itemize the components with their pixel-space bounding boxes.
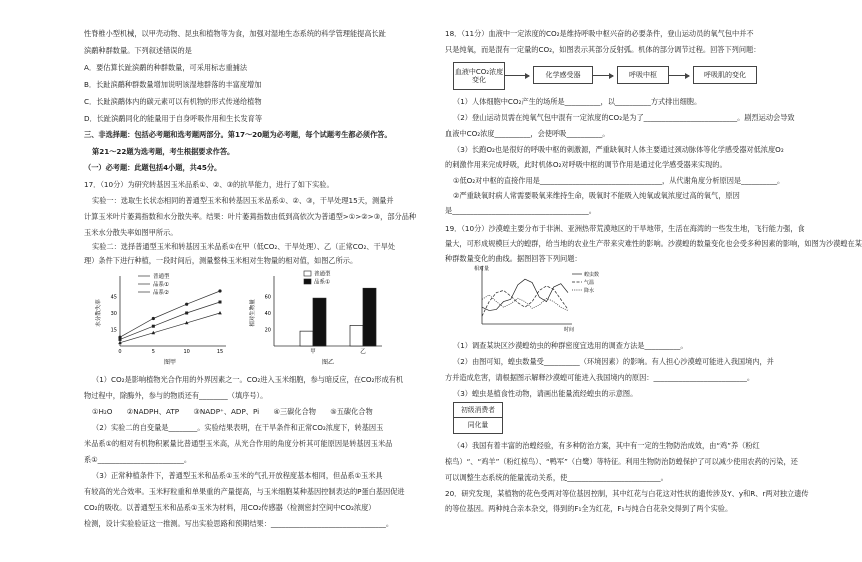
figure-c-locust-chart	[470, 262, 610, 334]
flow-arrow	[669, 75, 689, 76]
section-subheading: （一）必考题：此题包括4小题，共45分。	[84, 163, 222, 172]
x-tick-label: 10	[183, 349, 190, 355]
energy-box	[453, 402, 503, 434]
text-line: 理）条件下进行种植，一段时间后，测量整株玉米相对生物量的相对值，如图乙所示。	[84, 256, 358, 265]
energy-box-line: 初级消费者	[454, 403, 502, 418]
data-point	[218, 311, 222, 314]
text-line: 实验一：选取生长状态相同的普通型玉米和转基因玉米品系①、②、③，干旱处理15天，测量并	[92, 196, 394, 205]
legend-label: 品系①	[314, 279, 330, 286]
option-a: A．要估算长趾滨鹬的种群数量，可采用标志重捕法	[84, 63, 248, 72]
text-line: 方并造成危害，请根据图示解释沙漠蝗可能进入我国境内的原因：__________________________。	[445, 373, 755, 382]
text-line: 检测，设计实验验证这一推测。写出实验思路和预期结果：________________________________。	[84, 519, 394, 528]
question-18-head: 18．（11分）血液中一定浓度的CO₂是维持呼吸中枢兴奋的必要条件，登山运动员的氧气包中并不	[445, 29, 754, 38]
legend-label: 蝗虫数	[584, 272, 600, 278]
data-point	[185, 312, 188, 315]
bar	[313, 298, 326, 346]
text-line: 计算玉米叶片萎蔫指数和水分散失率。结果：叶片萎蔫指数由低到高依次为普通型>①>②>③，部分品种	[84, 212, 417, 221]
y-axis-label: 水分散失率	[96, 299, 102, 327]
bar	[350, 325, 363, 346]
text-line: （2）登山运动员需在纯氧气包中混有一定浓度的CO₂是为了__________________________。剧烈运动会导致	[453, 113, 795, 122]
text-line: （3）蝗虫是植食性动物，请画出能量流经蝗虫的示意图。	[453, 389, 638, 398]
data-point	[152, 317, 155, 320]
flow-box-center	[617, 66, 669, 84]
data-point	[119, 338, 122, 341]
legend-swatch	[304, 271, 311, 276]
series-line-1	[120, 291, 220, 337]
category-label: 乙	[360, 349, 366, 355]
x-tick-label: 5	[151, 349, 155, 355]
text-line: 系①________________________。	[84, 455, 192, 464]
text-line: （3）正常种植条件下，普通型玉米和品系①玉米的气孔开放程度基本相同，但品系①玉米具	[92, 471, 383, 480]
series-line-2	[120, 302, 220, 339]
flow-box-co2	[453, 62, 505, 90]
text-line: 的刺激作用来完成呼吸，此时机体O₂对呼吸中枢的调节作用是通过化学感受器来实现的。	[445, 160, 727, 169]
x-tick-label: 0	[118, 349, 122, 355]
text-line: 米品系①的相对有机物积累量比普通型玉米高，从光合作用的角度分析其可能原因是转基因玉米品	[84, 439, 393, 448]
y-tick-label: 15	[110, 327, 117, 334]
text-line: 椋鸟）“、“鸡羊”（粉红椋鸟）、“鸭军”（白鹭）等特征。利用生物防治防蝗保护了可以减少使用农药的污染，还	[445, 457, 798, 466]
flow-box-muscle	[693, 66, 757, 84]
section-heading: 三、非选择题：包括必考题和选考题两部分。第17～20题为必考题，每个试题考生都必须作答。	[84, 130, 392, 139]
legend-label: 气温	[584, 280, 595, 286]
question-19-head: 19．（10分）沙漠蝗主要分布于非洲、亚洲热带荒漠地区的干旱地带，生活在海湾的一些发生地，飞行能力强，食	[445, 224, 805, 233]
text-line: 只是纯氧，而是混有一定量的CO₂，如图表示其部分反射弧。机体的部分调节过程。回答下列问题：	[445, 45, 761, 54]
legend-label: 品系②	[153, 290, 169, 296]
legend-label: 普通型	[153, 274, 170, 280]
legend-label: 普通型	[314, 271, 331, 278]
y-axis-label: 相对生物量	[250, 299, 256, 327]
flow-box-label: 呼吸肌的变化	[704, 70, 746, 79]
text-line: 种群数量变化的曲线。据图回答下列问题：	[445, 254, 582, 263]
data-point	[185, 303, 188, 306]
flow-box-receptor	[533, 66, 593, 84]
flow-box-label: 化学感受器	[545, 70, 581, 79]
text-line: 有较高的光合效率。玉米籽粒重和单果重的产量提高，与玉米细胞某种基因控制表达的P蛋白基因促进	[84, 487, 405, 496]
y-tick-label: 60	[264, 294, 271, 301]
series-line-3	[120, 313, 220, 343]
y-tick-label: 45	[110, 294, 117, 301]
flow-arrow	[505, 75, 529, 76]
text-line: （4）我国有着丰富的治蝗经验，有多种防治方案，其中有一定的生物防治成效，由“鸡”养（粉红	[453, 441, 760, 450]
category-label: 甲	[310, 349, 316, 355]
option-c: C．长趾滨鹬体内的碳元素可以有机物的形式传递给植物	[84, 97, 262, 106]
text-line: 的等位基因。两种纯合亲本杂交，得到的F₁全为红花，F₁与纯合白花杂交得到了两个实验。	[445, 504, 733, 513]
text-line: 是______________________________________。	[445, 206, 596, 215]
energy-box-line: 同化量	[467, 421, 489, 429]
y-tick-label: 30	[110, 311, 117, 317]
data-point	[152, 325, 155, 328]
text-line: （3）长跑O₂也是很好的呼吸中枢的刺激源，严重缺氧时人体主要通过颈动脉体等化学感受器对低浓度O₂	[453, 145, 784, 154]
data-point	[218, 289, 221, 292]
text-line: （1）人体细胞中CO₂产生的场所是__________，以__________方式排出细胞。	[453, 97, 702, 106]
flow-box-label: 呼吸中枢	[629, 70, 657, 79]
figure-caption: 图甲	[163, 359, 177, 366]
x-tick-label: 15	[216, 349, 224, 355]
text-line: 滨鹬种群数量。下列叙述错误的是	[84, 46, 192, 55]
text-line: 可以调整生态系统的能量流动关系，使__________________________。	[445, 473, 668, 482]
flow-arrow	[593, 75, 613, 76]
choice-list: ①H₂O ②NADPH、ATP ③NADP⁺、ADP、Pi ④三碳化合物 ⑤五碳化合物	[92, 407, 373, 416]
text-line: ①低O₂对中枢的直接作用是__________________________________，从代谢角度分析原因是__________。	[453, 176, 785, 185]
text-line: ②严重缺氧时病人常需要吸氧来维持生命，吸氧时不能吸入纯氧或氧浓度过高的氧气，原因	[453, 191, 740, 200]
text-line: 玉米水分散失率如图甲所示。	[84, 228, 178, 237]
text-line: CO₂的吸收。以普通型玉米和品系①玉米为材料，用CO₂传感器（检测密封空间中CO₂浓度）	[84, 503, 376, 512]
series-line-3	[482, 295, 568, 311]
y-tick-label: 20	[264, 327, 271, 334]
figure-a-line-chart	[94, 268, 244, 368]
series-line-2	[482, 286, 568, 316]
text-line: 量大，可形成规模巨大的蝗群，给当地的农业生产带来灾难性的影响。沙漠蝗的数量变化也会受多种因素的影响，如图为沙漠蝗在某	[445, 239, 862, 248]
text-line: （1）CO₂是影响植物光合作用的外界因素之一。CO₂进入玉米细胞，参与暗反应，在CO₂形成有机	[92, 375, 404, 384]
y-axis-label: 相对量	[474, 266, 490, 272]
data-point	[219, 301, 222, 304]
text-line: （2）实验二的自变量是________。实验结果表明，在干旱条件和正常CO₂浓度下，转基因玉	[92, 423, 384, 432]
option-d: D．长趾滨鹬同化的能量用于自身呼吸作用和生长发育等	[84, 114, 263, 123]
figure-caption: 图乙	[321, 359, 335, 366]
figure-b-bar-chart	[244, 268, 394, 368]
legend-label: 品系①	[153, 282, 169, 288]
question-20-head: 20．研究发现，某植物的花色受两对等位基因控制，其中红花与白花这对性状的遗传涉及Y、y和R、r两对独立遗传	[445, 489, 809, 498]
question-17-head: 17．（10分）为研究转基因玉米品系①、②、③的抗旱能力，进行了如下实验。	[84, 180, 334, 189]
bar	[300, 331, 313, 346]
text-line: 性脊椎小型机械，以甲壳动物、昆虫和植物等为食，加强对湿地生态系统的科学管理能提高长趾	[84, 29, 386, 38]
flow-box-label: 血液中CO₂浓度变化	[454, 67, 504, 84]
section-heading: 第21～22题为选考题，考生根据要求作答。	[92, 147, 235, 156]
text-line: （2）由图可知，蝗虫数量受__________（环境因素）的影响。有人担心沙漠蝗可能进入我国境内，并	[453, 357, 774, 366]
bar	[363, 288, 376, 346]
text-line: （1）调查某块区沙漠蝗幼虫的种群密度宜选用的调查方法是__________。	[453, 341, 688, 350]
option-b: B．长趾滨鹬种群数量增加说明该湿地群落的丰富度增加	[84, 80, 262, 89]
y-tick-label: 40	[264, 311, 271, 317]
text-line: 实验二：选择普通型玉米和转基因玉米品系①在甲（低CO₂、干旱处理）、乙（正常CO₂、干旱处	[92, 242, 396, 251]
text-line: 血液中CO₂浓度__________，会使呼吸__________。	[445, 129, 610, 138]
legend-label: 降水	[584, 288, 595, 294]
legend-swatch	[304, 279, 311, 284]
x-axis-label: 时间	[564, 327, 575, 333]
text-line: 物过程中，除酶外，参与的物质还有________（填序号）。	[84, 391, 268, 400]
